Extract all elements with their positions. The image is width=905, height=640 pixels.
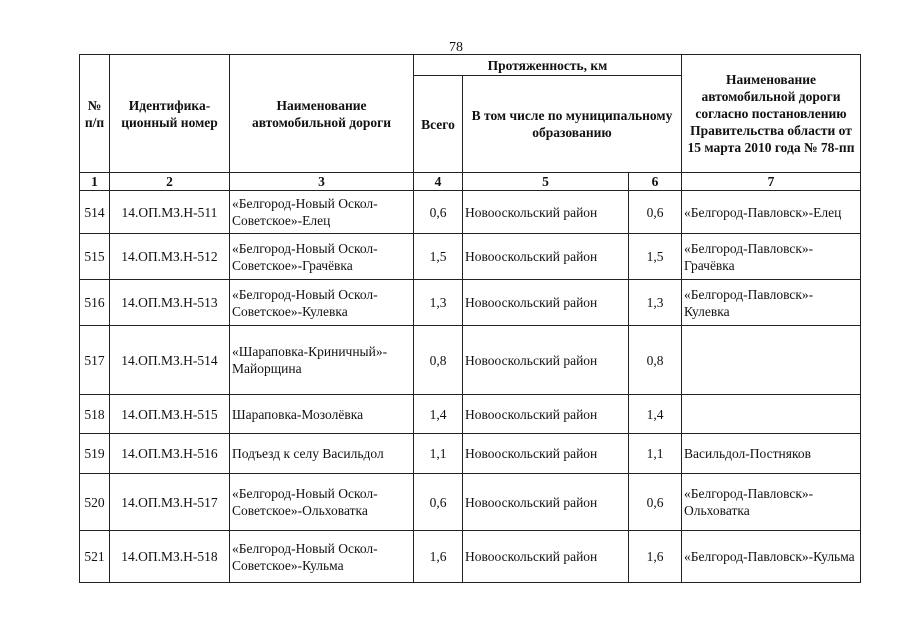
column-number: 1 [80,173,110,191]
decree-road-name: Васильдол-Постняков [682,434,861,474]
column-number: 4 [414,173,463,191]
column-number: 5 [463,173,629,191]
header-incl: В том числе по муниципальному образованию [463,76,682,173]
length-total: 0,6 [414,474,463,531]
road-id: 14.ОП.МЗ.Н-518 [110,531,230,583]
row-number: 517 [80,326,110,395]
column-number: 2 [110,173,230,191]
length-total: 0,8 [414,326,463,395]
table-row [80,531,861,583]
table-row [80,474,861,531]
column-number: 6 [629,173,682,191]
column-number: 3 [230,173,414,191]
decree-road-name [682,326,861,395]
district-name: Новооскольский район [463,474,629,531]
district-length: 1,1 [629,434,682,474]
length-total: 0,6 [414,191,463,234]
row-number: 519 [80,434,110,474]
decree-road-name: «Белгород-Павловск»-Елец [682,191,861,234]
district-length: 0,6 [629,474,682,531]
district-length: 0,6 [629,191,682,234]
district-length: 1,5 [629,234,682,280]
length-total: 1,4 [414,395,463,434]
road-name: «Белгород-Новый Оскол-Советское»-Грачёвка [230,234,414,280]
table-row [80,191,861,234]
row-number: 520 [80,474,110,531]
header-decree: Наименование автомобильной дороги согласно постановлению Правительства области от 15 марта 2010 года № 78-пп [682,55,861,173]
district-name: Новооскольский район [463,280,629,326]
road-name: «Белгород-Новый Оскол-Советское»-Кульма [230,531,414,583]
header-name: Наименование автомобильной дороги [230,55,414,173]
road-name: «Белгород-Новый Оскол-Советское»-Кулевка [230,280,414,326]
table-row [80,395,861,434]
road-id: 14.ОП.МЗ.Н-514 [110,326,230,395]
page-number: 78 [449,40,463,55]
header-id: Идентифика-ционный номер [110,55,230,173]
decree-road-name: «Белгород-Павловск»-Кулевка [682,280,861,326]
district-length: 1,3 [629,280,682,326]
header-num: № п/п [80,55,110,173]
table-row [80,326,861,395]
length-total: 1,3 [414,280,463,326]
road-id: 14.ОП.МЗ.Н-512 [110,234,230,280]
road-id: 14.ОП.МЗ.Н-513 [110,280,230,326]
row-number: 515 [80,234,110,280]
district-name: Новооскольский район [463,395,629,434]
district-name: Новооскольский район [463,234,629,280]
decree-road-name: «Белгород-Павловск»-Кульма [682,531,861,583]
table-row [80,434,861,474]
road-name: «Шараповка-Криничный»-Майорщина [230,326,414,395]
road-name: «Белгород-Новый Оскол-Советское»-Елец [230,191,414,234]
road-id: 14.ОП.МЗ.Н-517 [110,474,230,531]
road-name: Шараповка-Мозолёвка [230,395,414,434]
table-row [80,234,861,280]
length-total: 1,6 [414,531,463,583]
column-number: 7 [682,173,861,191]
length-total: 1,1 [414,434,463,474]
road-id: 14.ОП.МЗ.Н-515 [110,395,230,434]
district-length: 0,8 [629,326,682,395]
row-number: 514 [80,191,110,234]
roads-table [79,54,861,583]
length-total: 1,5 [414,234,463,280]
road-name: «Белгород-Новый Оскол-Советское»-Ольховатка [230,474,414,531]
header-total: Всего [414,76,463,173]
decree-road-name: «Белгород-Павловск»-Ольховатка [682,474,861,531]
road-id: 14.ОП.МЗ.Н-516 [110,434,230,474]
table-row [80,280,861,326]
district-name: Новооскольский район [463,191,629,234]
district-name: Новооскольский район [463,531,629,583]
district-length: 1,4 [629,395,682,434]
row-number: 521 [80,531,110,583]
district-length: 1,6 [629,531,682,583]
decree-road-name [682,395,861,434]
road-id: 14.ОП.МЗ.Н-511 [110,191,230,234]
row-number: 518 [80,395,110,434]
district-name: Новооскольский район [463,434,629,474]
decree-road-name: «Белгород-Павловск»-Грачёвка [682,234,861,280]
road-name: Подъезд к селу Васильдол [230,434,414,474]
district-name: Новооскольский район [463,326,629,395]
header-length: Протяженность, км [414,55,682,76]
row-number: 516 [80,280,110,326]
